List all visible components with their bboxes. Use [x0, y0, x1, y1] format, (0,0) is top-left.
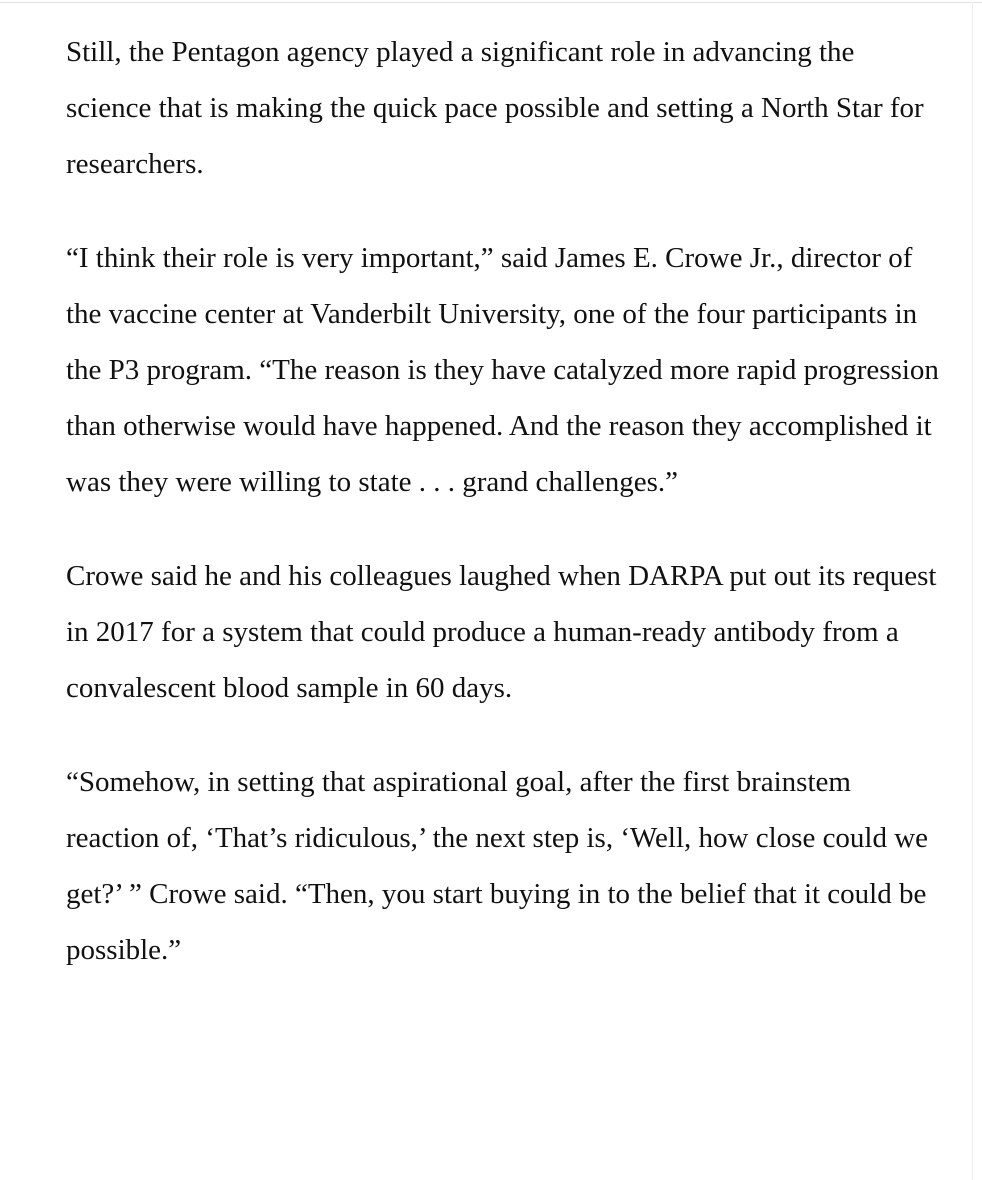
article-paragraph: Still, the Pentagon agency played a significant role in advancing the science that is making the quick pace possible and setting a North Star for researchers.: [66, 36, 924, 180]
article-paragraph: “I think their role is very important,” said James E. Crowe Jr., director of the vaccine center at Vanderbilt University, one of the four participants in the P3 program. “The reason is they have catalyzed more rapid progression than otherwise would have happened. And the reason they accomplished it was they were willing to state . . . grand challenges.”: [66, 242, 939, 498]
right-divider: [972, 2, 973, 1180]
article-paragraph: “Somehow, in setting that aspirational goal, after the first brainstem reaction of, ‘That’s ridiculous,’ the next step is, ‘Well, how close could we get?’ ” Crowe said. “Then, you start buying in to the belief that it could be possible.”: [66, 766, 929, 966]
top-divider: [0, 2, 982, 3]
article-body: [66, 24, 946, 1016]
article-paragraph: Crowe said he and his colleagues laughed when DARPA put out its request in 2017 for a system that could produce a human-ready antibody from a convalescent blood sample in 60 days.: [66, 560, 937, 704]
